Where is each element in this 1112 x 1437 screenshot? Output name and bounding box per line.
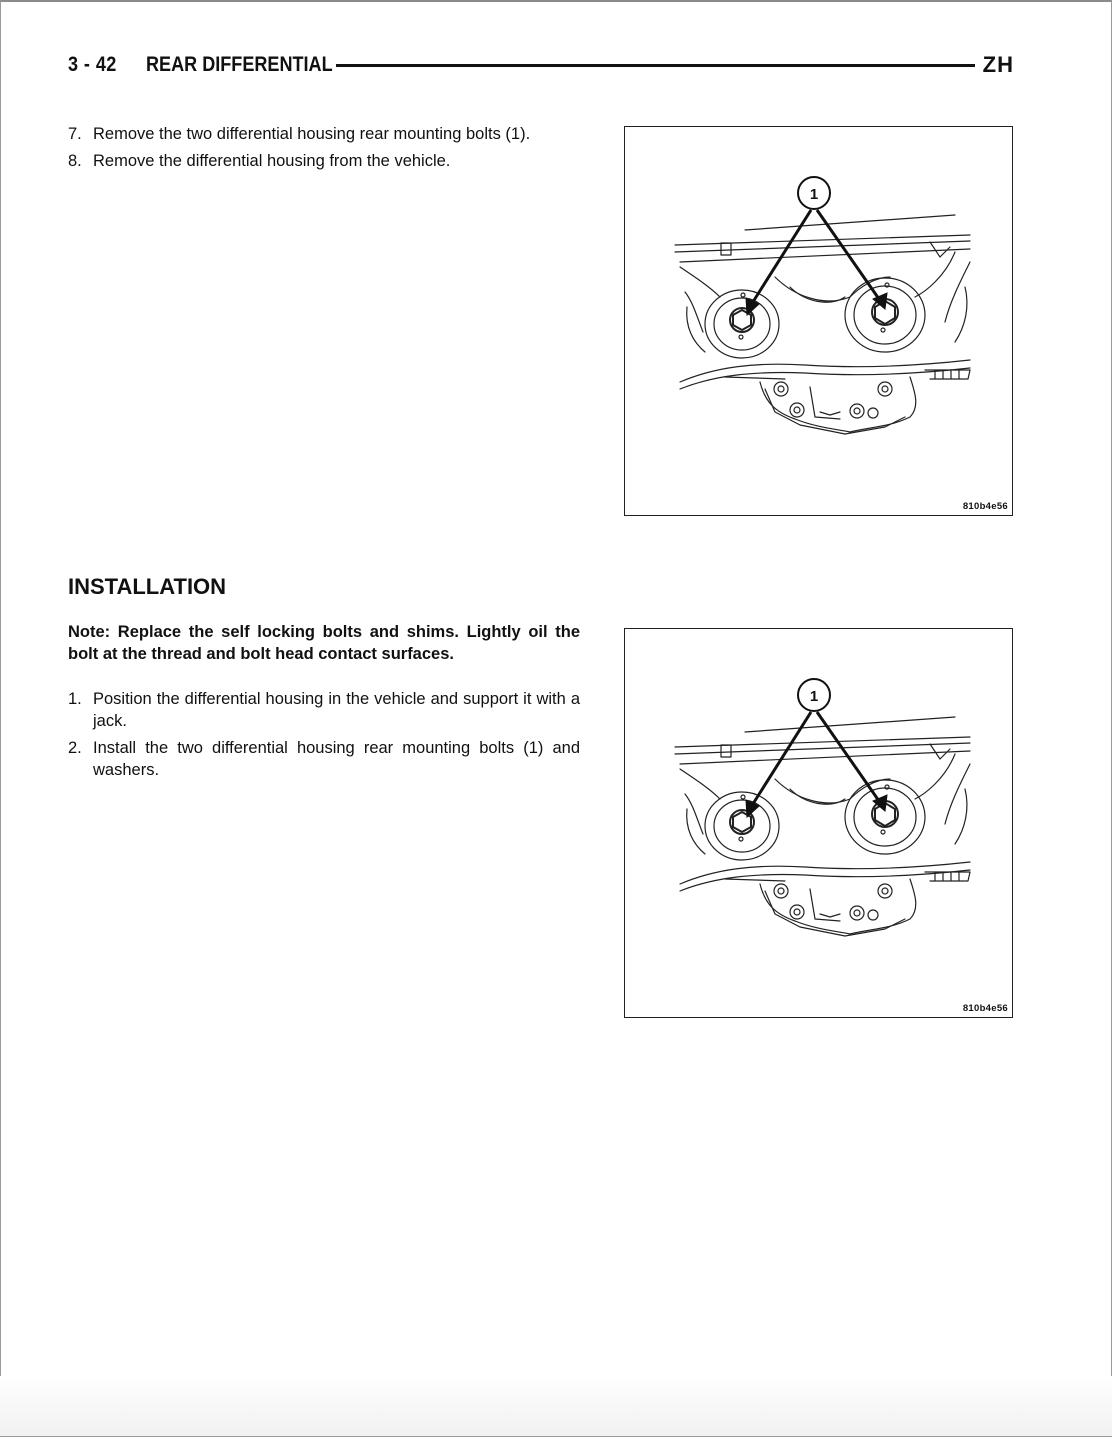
step-number: 1.	[68, 690, 82, 708]
figure-installation-bolts	[624, 628, 1013, 1018]
section-title: REAR DIFFERENTIAL	[146, 53, 333, 76]
figure-removal-bolts	[624, 126, 1013, 516]
page-header	[68, 52, 1014, 78]
page-bottom-shadow	[0, 1376, 1112, 1436]
step-item	[68, 150, 580, 172]
step-text: Remove the two differential housing rear mounting bolts (1).	[93, 125, 531, 143]
header-rule	[336, 64, 975, 67]
step-text: Remove the differential housing from the vehicle.	[93, 152, 451, 170]
step-number: 2.	[68, 739, 82, 757]
model-code: ZH	[982, 52, 1014, 77]
removal-steps	[68, 123, 580, 177]
installation-steps	[68, 688, 580, 786]
installation-note: Note: Replace the self locking bolts and shims. Lightly oil the bolt at the thread and bolt head contact surfaces.	[68, 623, 580, 663]
step-item	[68, 123, 580, 145]
page-number: 3 - 42	[68, 53, 117, 76]
step-item	[68, 737, 580, 781]
step-text: Position the differential housing in the vehicle and support it with a jack.	[93, 690, 580, 730]
callout-label: 1	[809, 186, 819, 203]
step-item	[68, 688, 580, 732]
callout-label: 1	[809, 688, 819, 705]
figure-code: 810b4e56	[962, 501, 1008, 512]
step-text: Install the two differential housing rear mounting bolts (1) and washers.	[93, 739, 580, 779]
differential-bolts-illustration	[625, 127, 1014, 517]
step-number: 7.	[68, 125, 82, 143]
step-number: 8.	[68, 152, 82, 170]
installation-heading: INSTALLATION	[68, 574, 227, 599]
differential-bolts-illustration	[625, 629, 1014, 1019]
figure-code: 810b4e56	[962, 1003, 1008, 1014]
